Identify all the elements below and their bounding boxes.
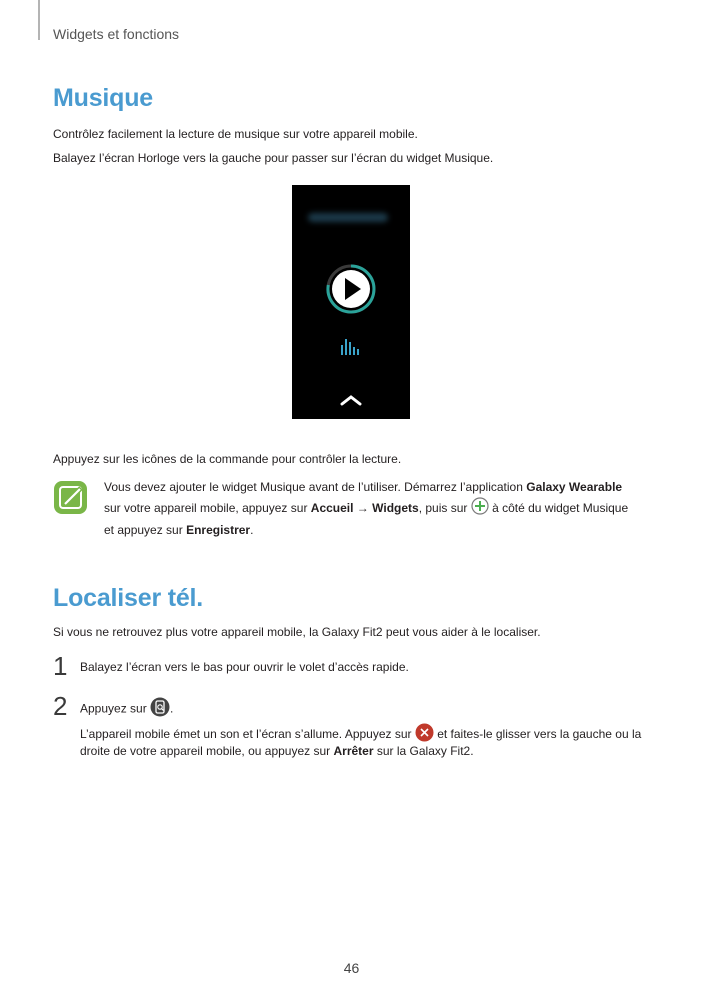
note-text: à côté du widget Musique [488,501,629,516]
pencil-note-icon [54,481,87,514]
header-divider [38,0,40,40]
step-text: Appuyez sur [80,701,151,716]
watch-screen [292,185,410,419]
music-paragraph-3: Appuyez sur les icônes de la commande pour contrôler la lecture. [53,452,402,466]
note-app-name: Galaxy Wearable [526,480,623,494]
step-1-text: Balayez l’écran vers le bas pour ouvrir le volet d’accès rapide. [80,660,409,674]
note-arrow: → [353,501,373,516]
step-text: . [170,701,174,716]
detail-text: droite de votre appareil mobile, ou appuyez sur [80,744,334,758]
note-widgets: Widgets [372,501,419,516]
note-text: . [250,523,254,537]
music-note [104,478,628,540]
music-title: Musique [53,84,153,112]
music-paragraph-1: Contrôlez facilement la lecture de musique sur votre appareil mobile. [53,127,418,141]
play-icon[interactable] [328,266,374,312]
step-2-detail-line-2 [80,742,474,760]
equalizer-icon [341,339,359,355]
music-paragraph-2: Balayez l’écran Horloge vers la gauche pour passer sur l’écran du widget Musique. [53,151,494,165]
find-phone-icon [150,697,170,722]
step-2-text [80,697,173,722]
note-text: Vous devez ajouter le widget Musique avant de l’utiliser. Démarrez l’application [104,480,527,494]
detail-text: L’appareil mobile émet un son et l’écran s’allume. Appuyez sur [80,727,415,742]
detail-text: et faites-le glisser vers la gauche ou la [433,727,642,742]
chevron-up-icon[interactable] [342,397,360,404]
step-2-number: 2 [53,691,68,721]
page-number: 46 [343,960,360,976]
note-home: Accueil [310,501,354,516]
step-1-number: 1 [53,651,68,681]
section-header: Widgets et fonctions [53,26,180,42]
note-save: Enregistrer [186,523,251,537]
stop-label: Arrêter [333,744,374,758]
find-paragraph: Si vous ne retrouvez plus votre appareil mobile, la Galaxy Fit2 peut vous aider à le localiser. [53,625,541,639]
note-text: , puis sur [418,501,471,516]
note-text: et appuyez sur [104,523,187,537]
note-text: sur votre appareil mobile, appuyez sur [104,501,311,516]
plus-circle-icon [471,497,489,521]
detail-text: sur la Galaxy Fit2. [373,744,474,758]
find-title: Localiser tél. [53,584,204,612]
